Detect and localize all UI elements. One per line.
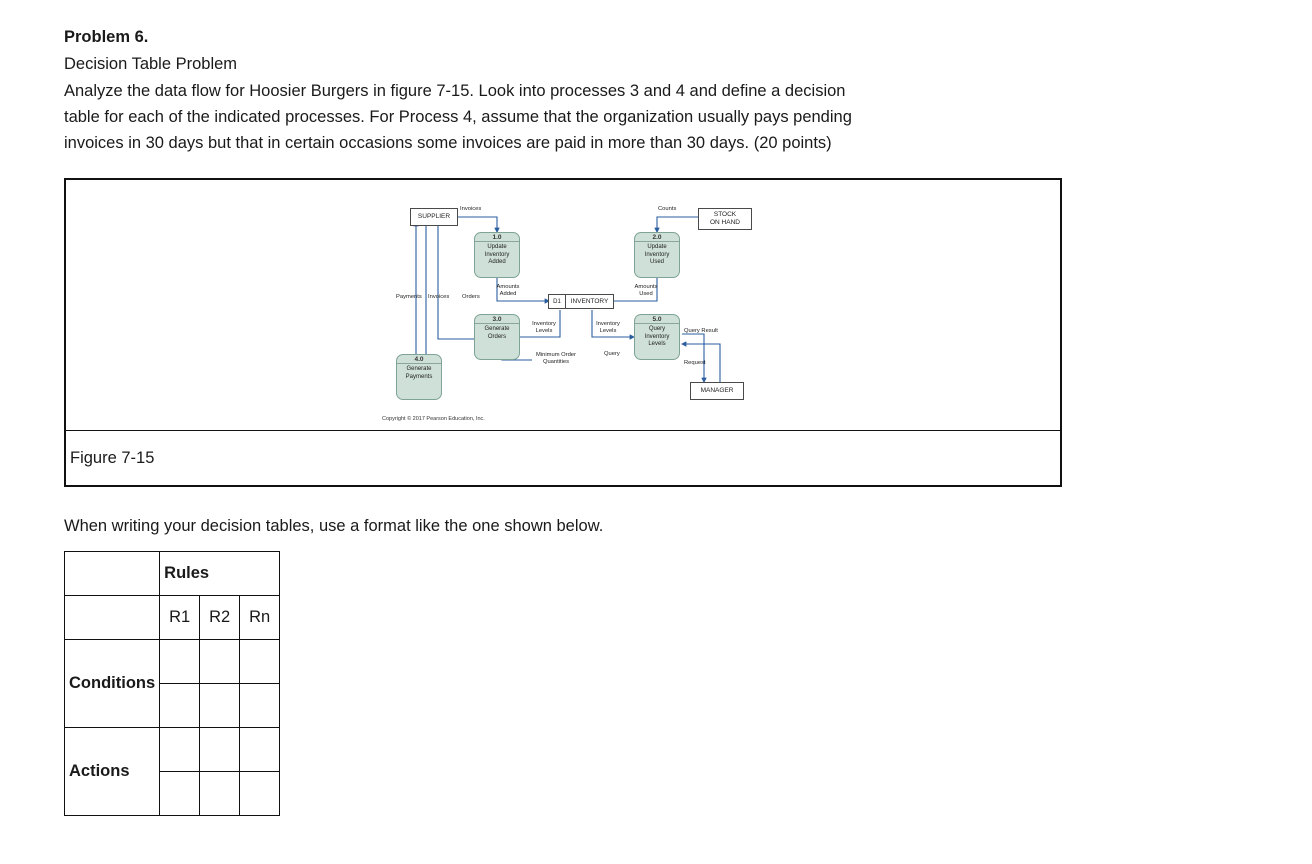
figure-image-area bbox=[66, 180, 1060, 431]
decision-table-template bbox=[64, 551, 280, 816]
flow-label-inventory-levels-left: Inventory Levels bbox=[532, 321, 556, 334]
action-cell[interactable] bbox=[200, 728, 240, 772]
row-label-conditions: Conditions bbox=[65, 640, 160, 728]
table-row-rules-header bbox=[65, 552, 280, 596]
action-cell[interactable] bbox=[240, 772, 280, 816]
condition-cell[interactable] bbox=[160, 684, 200, 728]
flow-label-amounts-added: Amounts Added bbox=[496, 284, 520, 297]
flow-label-minimum-order-quantities: Minimum Order Quantities bbox=[536, 352, 576, 365]
process-4: 4.0 Generate Payments bbox=[396, 354, 442, 400]
figure-frame bbox=[64, 178, 1062, 487]
flow-label-inventory-levels-right: Inventory Levels bbox=[596, 321, 620, 334]
flow-label-amounts-used: Amounts Used bbox=[634, 284, 658, 297]
flow-label-invoices-left: Invoices bbox=[428, 294, 450, 300]
rule-label-r2: R2 bbox=[200, 596, 240, 640]
process-1: 1.0 Update Inventory Added bbox=[474, 232, 520, 278]
process-3: 3.0 Generate Orders bbox=[474, 314, 520, 360]
process-2: 2.0 Update Inventory Used bbox=[634, 232, 680, 278]
condition-cell[interactable] bbox=[240, 684, 280, 728]
rule-label-corner-cell bbox=[65, 596, 160, 640]
table-row-condition-1 bbox=[65, 640, 280, 684]
corner-cell bbox=[65, 552, 160, 596]
condition-cell[interactable] bbox=[200, 640, 240, 684]
table-row-rule-labels bbox=[65, 596, 280, 640]
figure-caption: Figure 7-15 bbox=[70, 448, 155, 467]
flow-label-orders: Orders bbox=[462, 294, 480, 300]
rule-label-rn: Rn bbox=[240, 596, 280, 640]
table-row-action-1 bbox=[65, 728, 280, 772]
problem-subtitle: Decision Table Problem bbox=[64, 55, 238, 73]
flow-label-query: Query bbox=[604, 351, 620, 357]
rules-header-cell: Rules bbox=[160, 552, 280, 596]
action-cell[interactable] bbox=[240, 728, 280, 772]
condition-cell[interactable] bbox=[240, 640, 280, 684]
process-5: 5.0 Query Inventory Levels bbox=[634, 314, 680, 360]
rule-label-r1: R1 bbox=[160, 596, 200, 640]
action-cell[interactable] bbox=[160, 772, 200, 816]
figure-copyright: Copyright © 2017 Pearson Education, Inc. bbox=[382, 416, 485, 422]
instruction-text: When writing your decision tables, use a format like the one shown below. bbox=[64, 517, 604, 535]
external-entity-stock-on-hand: STOCK ON HAND bbox=[698, 208, 752, 230]
flow-label-counts: Counts bbox=[658, 206, 677, 212]
dfd-diagram bbox=[382, 194, 752, 422]
flow-label-request: Request bbox=[684, 360, 706, 366]
row-label-actions: Actions bbox=[65, 728, 160, 816]
data-store-inventory: D1 INVENTORY bbox=[548, 294, 614, 309]
external-entity-manager: MANAGER bbox=[690, 382, 744, 400]
action-cell[interactable] bbox=[200, 772, 240, 816]
flow-label-invoices-top: Invoices bbox=[460, 206, 482, 212]
action-cell[interactable] bbox=[160, 728, 200, 772]
problem-title: Problem 6. bbox=[64, 28, 149, 46]
condition-cell[interactable] bbox=[160, 640, 200, 684]
problem-body: Analyze the data flow for Hoosier Burgers in figure 7-15. Look into processes 3 and 4 and define a decision table for each of the indicated processes. For Process 4, assume that the organization usually pays pending invoices in 30 days but that in certain occasions some invoices are paid in more than 30 days. (20 points) bbox=[64, 82, 852, 152]
external-entity-supplier: SUPPLIER bbox=[410, 208, 458, 226]
flow-label-query-result: Query Result bbox=[684, 328, 718, 334]
condition-cell[interactable] bbox=[200, 684, 240, 728]
flow-label-payments: Payments bbox=[396, 294, 422, 300]
